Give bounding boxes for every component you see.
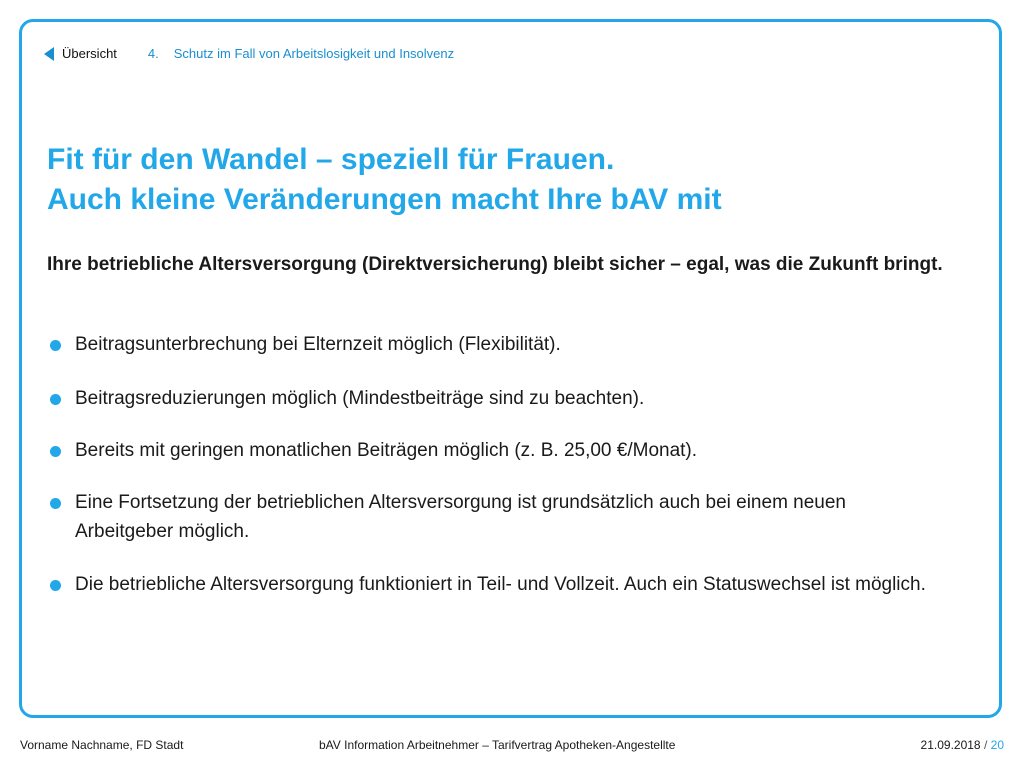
back-to-overview-link[interactable] xyxy=(44,46,117,61)
bullet-dot-icon xyxy=(50,446,61,457)
slide-title xyxy=(47,140,722,220)
section-title: Schutz im Fall von Arbeitslosigkeit und Insolvenz xyxy=(173,46,455,61)
page-number: 20 xyxy=(990,738,1004,752)
bullet-dot-icon xyxy=(50,498,61,509)
footer-author: Vorname Nachname, FD Stadt xyxy=(20,738,184,752)
bullet-dot-icon xyxy=(50,394,61,405)
title-line-1: Fit für den Wandel – speziell für Frauen. xyxy=(47,143,615,176)
footer-date-page xyxy=(921,738,1004,752)
bullet-text: Bereits mit geringen monatlichen Beiträgen möglich (z. B. 25,00 €/Monat). xyxy=(75,440,698,461)
bullet-text: Beitragsunterbrechung bei Elternzeit möglich (Flexibilität). xyxy=(75,334,561,355)
triangle-left-icon xyxy=(44,47,54,61)
lead-text: Ihre betriebliche Altersversorgung (Direktversicherung) bleibt sicher – egal, was die Zukunft bringt. xyxy=(47,254,943,275)
list-item xyxy=(47,570,947,599)
list-item xyxy=(47,330,947,359)
title-line-2: Auch kleine Veränderungen macht Ihre bAV mit xyxy=(47,183,722,216)
bullet-text: Beitragsreduzierungen möglich (Mindestbeiträge sind zu beachten). xyxy=(75,388,645,409)
back-label: Übersicht xyxy=(62,46,117,61)
section-breadcrumb[interactable] xyxy=(148,46,454,61)
footer-separator: / xyxy=(983,738,988,752)
bullet-dot-icon xyxy=(50,340,61,351)
footer-presentation-title: bAV Information Arbeitnehmer – Tarifvertrag Apotheken-Angestellte xyxy=(319,738,676,752)
list-item xyxy=(47,488,947,546)
slide-navigation xyxy=(44,46,454,61)
bullet-text: Die betriebliche Altersversorgung funktioniert in Teil- und Vollzeit. Auch ein Statuswechsel ist möglich. xyxy=(75,574,926,595)
list-item xyxy=(47,436,947,465)
bullet-dot-icon xyxy=(50,580,61,591)
bullet-list xyxy=(47,330,947,599)
bullet-text: Eine Fortsetzung der betrieblichen Altersversorgung ist grundsätzlich auch bei einem neuen Arbeitgeber möglich. xyxy=(75,492,847,542)
footer-date: 21.09.2018 xyxy=(920,738,981,752)
section-number: 4. xyxy=(147,46,159,61)
list-item xyxy=(47,384,947,413)
